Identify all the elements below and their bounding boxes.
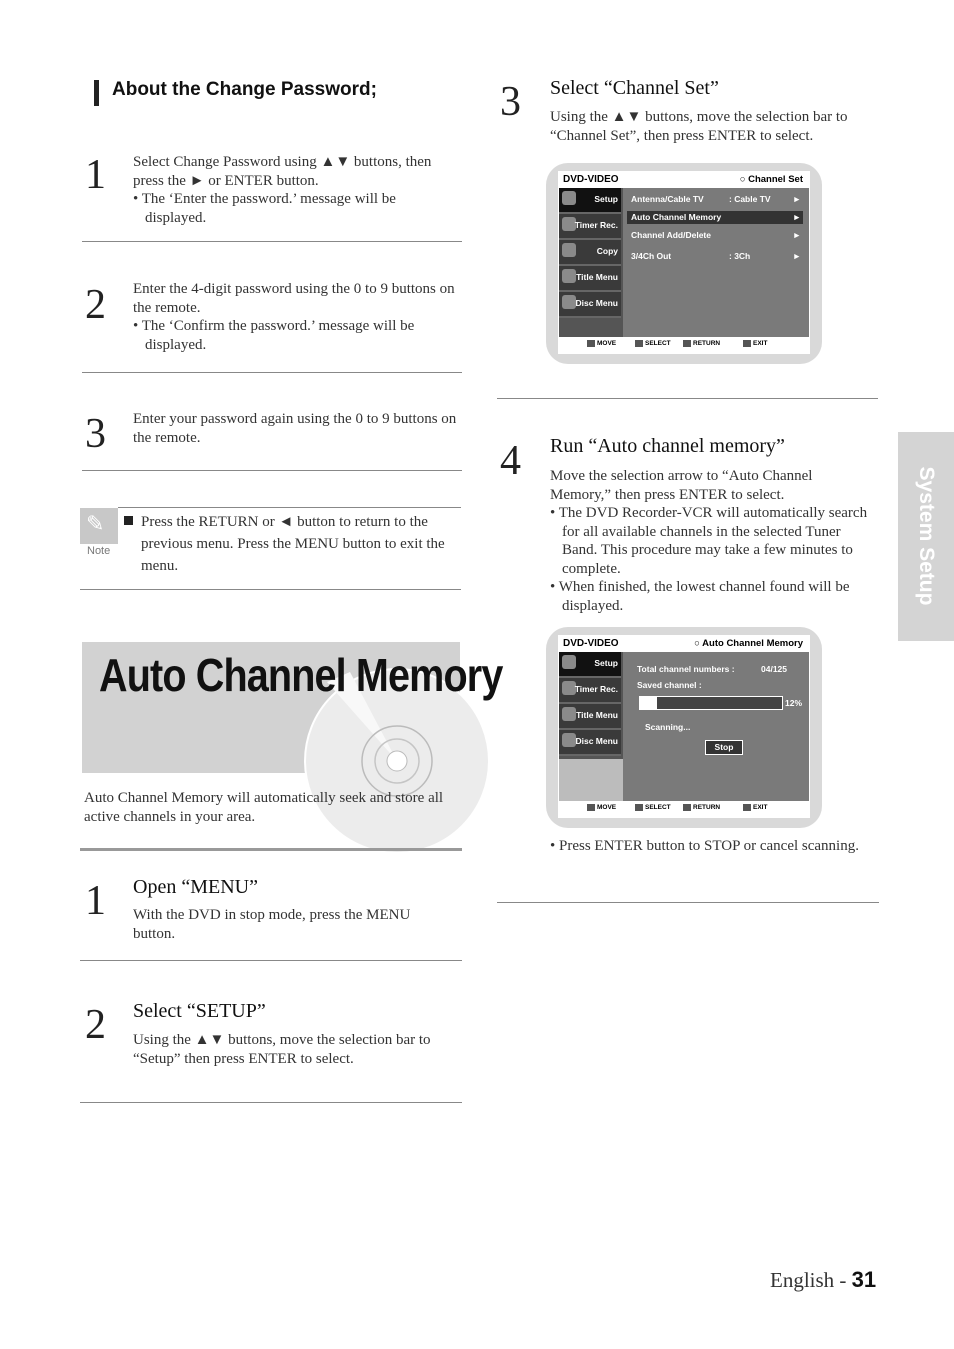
step-text: Enter the 4-digit password using the 0 to 9 buttons on the remote. • The ‘Confirm the password.’ message will be displayed. <box>133 281 455 353</box>
arrow-right-icon: ► <box>792 212 801 222</box>
menu-item-timer-rec[interactable]: Timer Rec. <box>559 678 621 704</box>
screen-title: ○ Channel Set <box>739 174 803 185</box>
move-icon <box>587 340 595 347</box>
menu-row-auto-channel-memory[interactable]: Auto Channel Memory ► <box>627 211 803 224</box>
menu-item-copy[interactable]: Copy <box>559 240 621 266</box>
divider <box>497 902 879 903</box>
step-text: Move the selection arrow to “Auto Channel Memory,” then press ENTER to select. • The DVD Recorder-VCR will automatically search for all available channels in the selected Tuner Band. This procedure may take a few minutes to complete. • When finished, the lowest channel found will be displayed. <box>550 468 868 614</box>
step-text: Using the ▲▼ buttons, move the selection bar to “Channel Set”, then press ENTER to select. <box>550 109 848 144</box>
enter-icon <box>635 340 643 347</box>
title-icon <box>562 269 576 283</box>
step-number: 4 <box>500 438 521 484</box>
intro-text: Auto Channel Memory will automatically seek and store all active channels in your area. <box>84 790 444 825</box>
stop-button[interactable]: Stop <box>705 740 743 755</box>
move-icon <box>587 804 595 811</box>
step-number: 2 <box>85 282 106 328</box>
menu-item-disc-menu[interactable]: Disc Menu <box>559 730 621 756</box>
exit-hint: EXIT <box>743 804 767 811</box>
exit-icon <box>743 804 751 811</box>
step-text: Select Change Password using ▲▼ buttons, then press the ► or ENTER button. • The ‘Enter the password.’ message will be displayed. <box>133 154 432 226</box>
screen-header <box>559 636 809 652</box>
section-marker <box>94 80 99 106</box>
exit-hint: EXIT <box>743 340 767 347</box>
gear-icon <box>562 655 576 669</box>
scanning-status: Scanning... <box>645 722 691 732</box>
divider <box>82 470 462 471</box>
return-icon <box>683 804 691 811</box>
arrow-right-icon: ► <box>792 194 801 204</box>
screen-brand: DVD-VIDEO <box>563 638 619 649</box>
return-icon <box>683 340 691 347</box>
menu-item-title-menu[interactable]: Title Menu <box>559 266 621 292</box>
tv-screen-channel-set <box>546 163 822 364</box>
progress-bar <box>639 696 783 710</box>
screen-main <box>623 652 809 801</box>
arrow-right-icon: ► <box>792 230 801 240</box>
enter-icon <box>635 804 643 811</box>
screen-sidebar <box>559 188 623 337</box>
footer-language: English - <box>770 1268 852 1292</box>
screen-title: ○ Auto Channel Memory <box>694 638 803 649</box>
page-number: 31 <box>851 1267 877 1292</box>
step-number: 1 <box>85 878 106 924</box>
return-hint: RETURN <box>683 804 720 811</box>
total-channel-label: Total channel numbers : <box>637 664 735 674</box>
gear-icon <box>562 191 576 205</box>
screen-sidebar <box>559 652 623 759</box>
step-title: Select “SETUP” <box>133 1000 266 1022</box>
disc-icon <box>562 733 576 747</box>
menu-item-setup[interactable]: Setup <box>559 188 621 214</box>
divider <box>82 241 462 242</box>
copy-icon <box>562 243 576 257</box>
step-title: Open “MENU” <box>133 876 258 898</box>
divider <box>80 1102 462 1103</box>
title-banner <box>82 642 503 773</box>
exit-icon <box>743 340 751 347</box>
arrow-right-icon: ► <box>792 251 801 261</box>
pencil-icon: ✎ <box>86 512 105 537</box>
after-note: • Press ENTER button to STOP or cancel scanning. <box>550 838 859 854</box>
divider <box>80 589 461 590</box>
note-icon-box <box>80 508 118 544</box>
screen-brand: DVD-VIDEO <box>563 174 619 185</box>
return-hint: RETURN <box>683 340 720 347</box>
menu-row-channel-add-delete[interactable]: Channel Add/Delete ► <box>631 230 801 240</box>
divider <box>80 960 462 961</box>
saved-channel-label: Saved channel : <box>637 680 702 690</box>
password-heading: About the Change Password; <box>112 79 377 100</box>
step-number: 1 <box>85 152 106 198</box>
total-channel-value: 04/125 <box>761 664 787 674</box>
divider <box>80 848 462 851</box>
divider <box>118 507 461 508</box>
screen-footer <box>559 337 809 353</box>
divider <box>497 398 878 399</box>
step-title: Run “Auto channel memory” <box>550 435 785 457</box>
menu-item-title-menu[interactable]: Title Menu <box>559 704 621 730</box>
square-bullet-icon <box>124 516 133 525</box>
tv-screen-auto-channel-memory <box>546 627 822 828</box>
note-text: Press the RETURN or ◄ button to return to the previous menu. Press the MENU button to exit the menu. <box>141 514 445 574</box>
menu-row-antenna[interactable]: Antenna/Cable TV : Cable TV ► <box>631 194 801 204</box>
menu-row-ch-out[interactable]: 3/4Ch Out : 3Ch ► <box>631 251 801 261</box>
step-text: Using the ▲▼ buttons, move the selection bar to “Setup” then press ENTER to select. <box>133 1032 431 1067</box>
screen-main <box>623 188 809 337</box>
menu-item-setup[interactable]: Setup <box>559 652 621 678</box>
menu-item-disc-menu[interactable]: Disc Menu <box>559 292 621 318</box>
side-tab-label: System Setup <box>915 466 938 606</box>
divider <box>82 372 462 373</box>
progress-text: 12% <box>785 698 803 708</box>
step-number: 3 <box>85 411 106 457</box>
move-hint: MOVE <box>587 340 616 347</box>
disc-icon <box>562 295 576 309</box>
menu-item-timer-rec[interactable]: Timer Rec. <box>559 214 621 240</box>
move-hint: MOVE <box>587 804 616 811</box>
progress-fill <box>640 697 657 709</box>
page-title: Auto Channel Memory <box>99 649 503 701</box>
select-hint: SELECT <box>635 804 671 811</box>
note-label: Note <box>87 545 111 557</box>
screen-footer <box>559 801 809 817</box>
screen-header <box>559 172 809 188</box>
select-hint: SELECT <box>635 340 671 347</box>
step-number: 2 <box>85 1002 106 1048</box>
side-tab <box>898 432 954 641</box>
page-footer <box>770 1267 876 1293</box>
step-title: Select “Channel Set” <box>550 77 719 99</box>
step-number: 3 <box>500 79 521 125</box>
step-text: With the DVD in stop mode, press the MENU button. <box>133 907 411 942</box>
title-icon <box>562 707 576 721</box>
step-text: Enter your password again using the 0 to 9 buttons on the remote. <box>133 411 457 446</box>
